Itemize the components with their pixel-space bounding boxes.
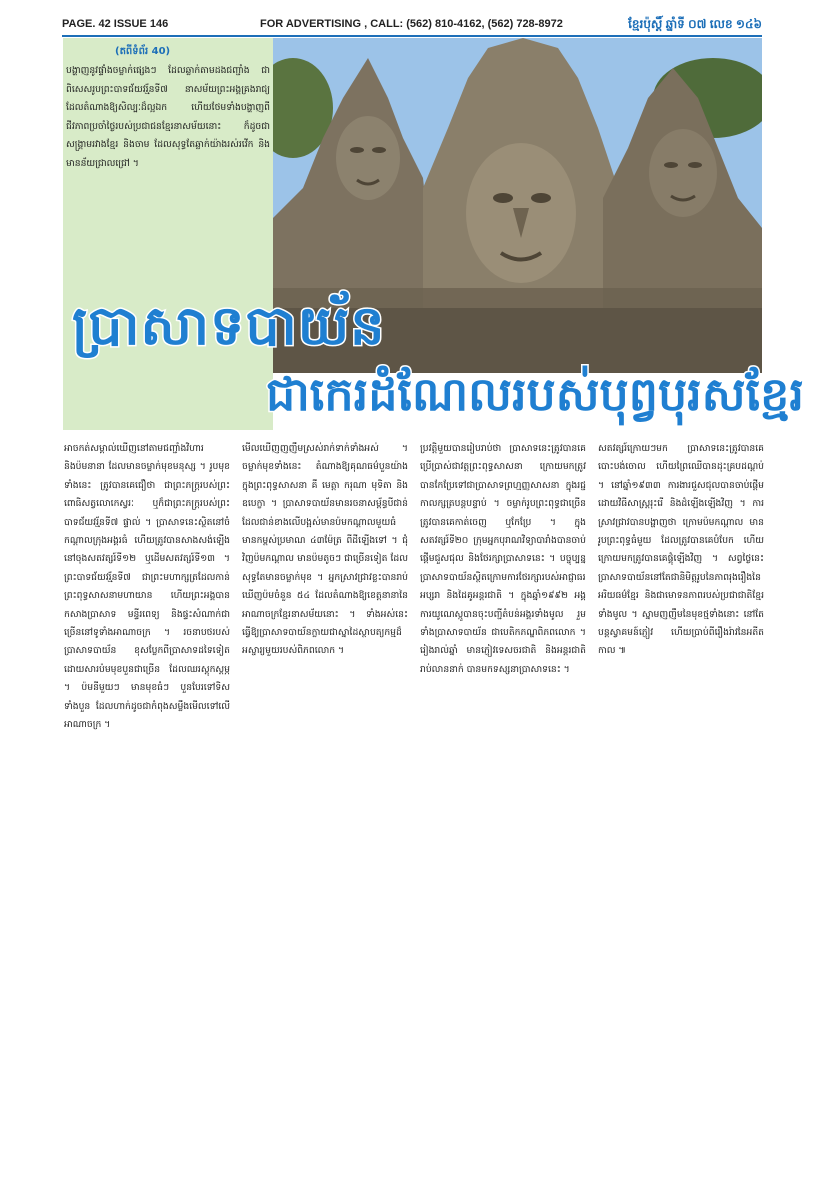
- article-column-3: [420, 440, 586, 1130]
- article-title: [66, 288, 804, 438]
- continued-tag: (តពីទំព័រ 40): [115, 46, 171, 57]
- column-text: ប្រវត្តិមួយបានរៀបរាប់ថា ប្រាសាទនេះត្រូវបានគេប្រើប្រាស់ជាវត្តព្រះពុទ្ធសាសនា ក្រោយមកត្រូវបានកែប្រែទៅជាប្រាសាទព្រហ្មញ្ញសាសនា ក្នុងរជ្ជកាលក្សត្របន្តបន្ទាប់ ។ ចម្លាក់រូបព្រះពុទ្ធជាច្រើនត្រូវបានគេកាត់ចេញ ឬកែប្រែ ។ ក្នុងសតវត្សរ៍ទី២០ ក្រុមអ្នកបុរាណវិទ្យាបារាំងបានចាប់ផ្ដើមជួសជុល និងថែរក្សាប្រាសាទនេះ ។ បច្ចុប្បន្ន ប្រាសាទបាយ័នស្ថិតក្រោមការថែរក្សារបស់អាជ្ញាធរអប្សរា និងដៃគូអន្តរជាតិ ។ ក្នុងឆ្នាំ១៩៩២ អង្គការយូណេស្កូបានចុះបញ្ជីតំបន់អង្គរទាំងមូល រួមទាំងប្រាសាទបាយ័ន ជាបេតិកភណ្ឌពិភពលោក ។ រៀងរាល់ឆ្នាំ មានភ្ញៀវទេសចរជាតិ និងអន្តរជាតិរាប់លាននាក់ បានមកទស្សនាប្រាសាទនេះ ។: [420, 443, 586, 675]
- article-column-4: [598, 440, 764, 1130]
- column-text: សតវត្សរ៍ក្រោយៗមក ប្រាសាទនេះត្រូវបានគេបោះបង់ចោល ហើយព្រៃឈើបានដុះគ្របដណ្ដប់ ។ នៅឆ្នាំ១៩៣៣ ការងារជួសជុលបានចាប់ផ្ដើម ដោយវិធីសាស្ត្ររុះរើ និងដំឡើងឡើងវិញ ។ ការស្រាវជ្រាវបានបង្ហាញថា ក្រោមប៉មកណ្ដាល មានរូបព្រះពុទ្ធធំមួយ ដែលត្រូវបានគេបំបែក ហើយក្រោយមកត្រូវបានគេផ្គុំឡើងវិញ ។ សព្វថ្ងៃនេះ ប្រាសាទបាយ័ននៅតែជានិមិត្តរូបនៃភាពរុងរឿងនៃអរិយធម៌ខ្មែរ និងជាមោទនភាពរបស់ប្រជាជាតិខ្មែរទាំងមូល ។ ស្នាមញញឹមនៃមុខថ្មទាំងនោះ នៅតែបន្តស្វាគមន៍ភ្ញៀវ ហើយប្រាប់ពីរឿងរ៉ាវនៃអតីតកាល ៕: [598, 443, 764, 657]
- article-column-2: [242, 440, 408, 1130]
- column-text: មើលឃើញញញឹមស្រស់រាក់ទាក់ទាំងអស់ ។ ចម្លាក់មុខទាំងនេះ តំណាងឱ្យគុណធម៌បួនយ៉ាងក្នុងព្រះពុទ្ធសាសនា គឺ មេត្តា ករុណា មុទិតា និងឧបេក្ខា ។ ប្រាសាទបាយ័នមានរចនាសម្ព័ន្ធបីជាន់ ដែលជាន់ខាងលើបង្អស់មានប៉មកណ្ដាលមួយធំ មានកម្ពស់ប្រមាណ ៤៣ម៉ែត្រ ពីដីឡើងទៅ ។ ជុំវិញប៉មកណ្ដាល មានប៉មតូចៗ ជាច្រើនទៀត ដែលសុទ្ធតែមានចម្លាក់មុខ ។ អ្នកស្រាវជ្រាវខ្លះបានរាប់ឃើញប៉មចំនួន ៥៤ ដែលតំណាងឱ្យខេត្តនានានៃអាណាចក្រខ្មែរនាសម័យនោះ ។ ទាំងអស់នេះ ធ្វើឱ្យប្រាសាទបាយ័នក្លាយជាស្នាដៃស្ថាបត្យកម្មដ៏អស្ចារ្យមួយរបស់ពិភពលោក ។: [242, 443, 408, 657]
- header-rule: [62, 35, 762, 37]
- advertising-contact: FOR ADVERTISING , CALL: (562) 810-4162, (562) 728-8972: [260, 18, 563, 30]
- title-line-1: ប្រាសាទបាយ័ន: [72, 294, 386, 357]
- title-line-2: ជាកេរដំណែលរបស់បុព្វបុរសខ្មែរ: [266, 367, 804, 421]
- lead-text: បង្ហាញនូវផ្ទាំងចម្លាក់ផ្សេងៗ ដែលឆ្លាក់តាមដងជញ្ជាំង ជាពិសេសរូបព្រះបាទជ័យវរ្ម័នទី៧ នាសម័យព្រះអង្គគ្រងរាជ្យ ដែលតំណាងឱ្យសិល្បៈដ៏ល្អឯក ហើយថែមទាំងបង្ហាញពីជីវភាពប្រចាំថ្ងៃរបស់ប្រជាជនខ្មែរនាសម័យនោះ ក៏ដូចជាសង្គ្រាមរវាងខ្មែរ និងចាម ដែលសុទ្ធតែឆ្លាក់យ៉ាងរស់រវើក និងមានន័យជ្រាលជ្រៅ ។: [66, 65, 270, 169]
- page-issue: PAGE. 42 ISSUE 146: [62, 18, 169, 30]
- column-text: អាចកត់សម្គាល់ឃើញនៅតាមជញ្ជាំងវិហារ និងប៉មនានា ដែលមានចម្លាក់មុខមនុស្ស ។ រូបមុខទាំងនេះ ត្រូវបានគេជឿថា ជាព្រះភក្ត្ររបស់ព្រះពោធិសត្វលោកេស្វរៈ ឬក៏ជាព្រះភក្ត្ររបស់ព្រះបាទជ័យវរ្ម័នទី៧ ផ្ទាល់ ។ ប្រាសាទនេះស្ថិតនៅចំកណ្ដាលក្រុងអង្គរធំ ហើយត្រូវបានសាងសង់ឡើងនៅចុងសតវត្សរ៍ទី១២ ឬដើមសតវត្សរ៍ទី១៣ ។ ព្រះបាទជ័យវរ្ម័នទី៧ ជាព្រះមហាក្សត្រដែលកាន់ព្រះពុទ្ធសាសនាមហាយាន ហើយព្រះអង្គបានកសាងប្រាសាទ មន្ទីរពេទ្យ និងផ្ទះសំណាក់ជាច្រើននៅទូទាំងអាណាចក្រ ។ រចនាបថរបស់ប្រាសាទបាយ័ន ខុសប្លែកពីប្រាសាទដទៃទៀត ដោយសារប៉មមុខបួនជាច្រើន ដែលឈរស្ដុកស្ដម្ភ ។ ប៉មនីមួយៗ មានមុខធំៗ បួនបែរទៅទិសទាំងបួន ដែលហាក់ដូចជាកំពុងសម្លឹងមើលទៅលើអាណាចក្រ ។: [64, 443, 230, 731]
- article-column-1: [64, 440, 230, 1130]
- publication-name: ខ្មែរប៉ុស្តិ៍ ឆ្នាំទី ០៧ លេខ ១៤៦: [628, 17, 762, 31]
- page-header: [62, 16, 762, 34]
- article-body: [63, 440, 763, 1140]
